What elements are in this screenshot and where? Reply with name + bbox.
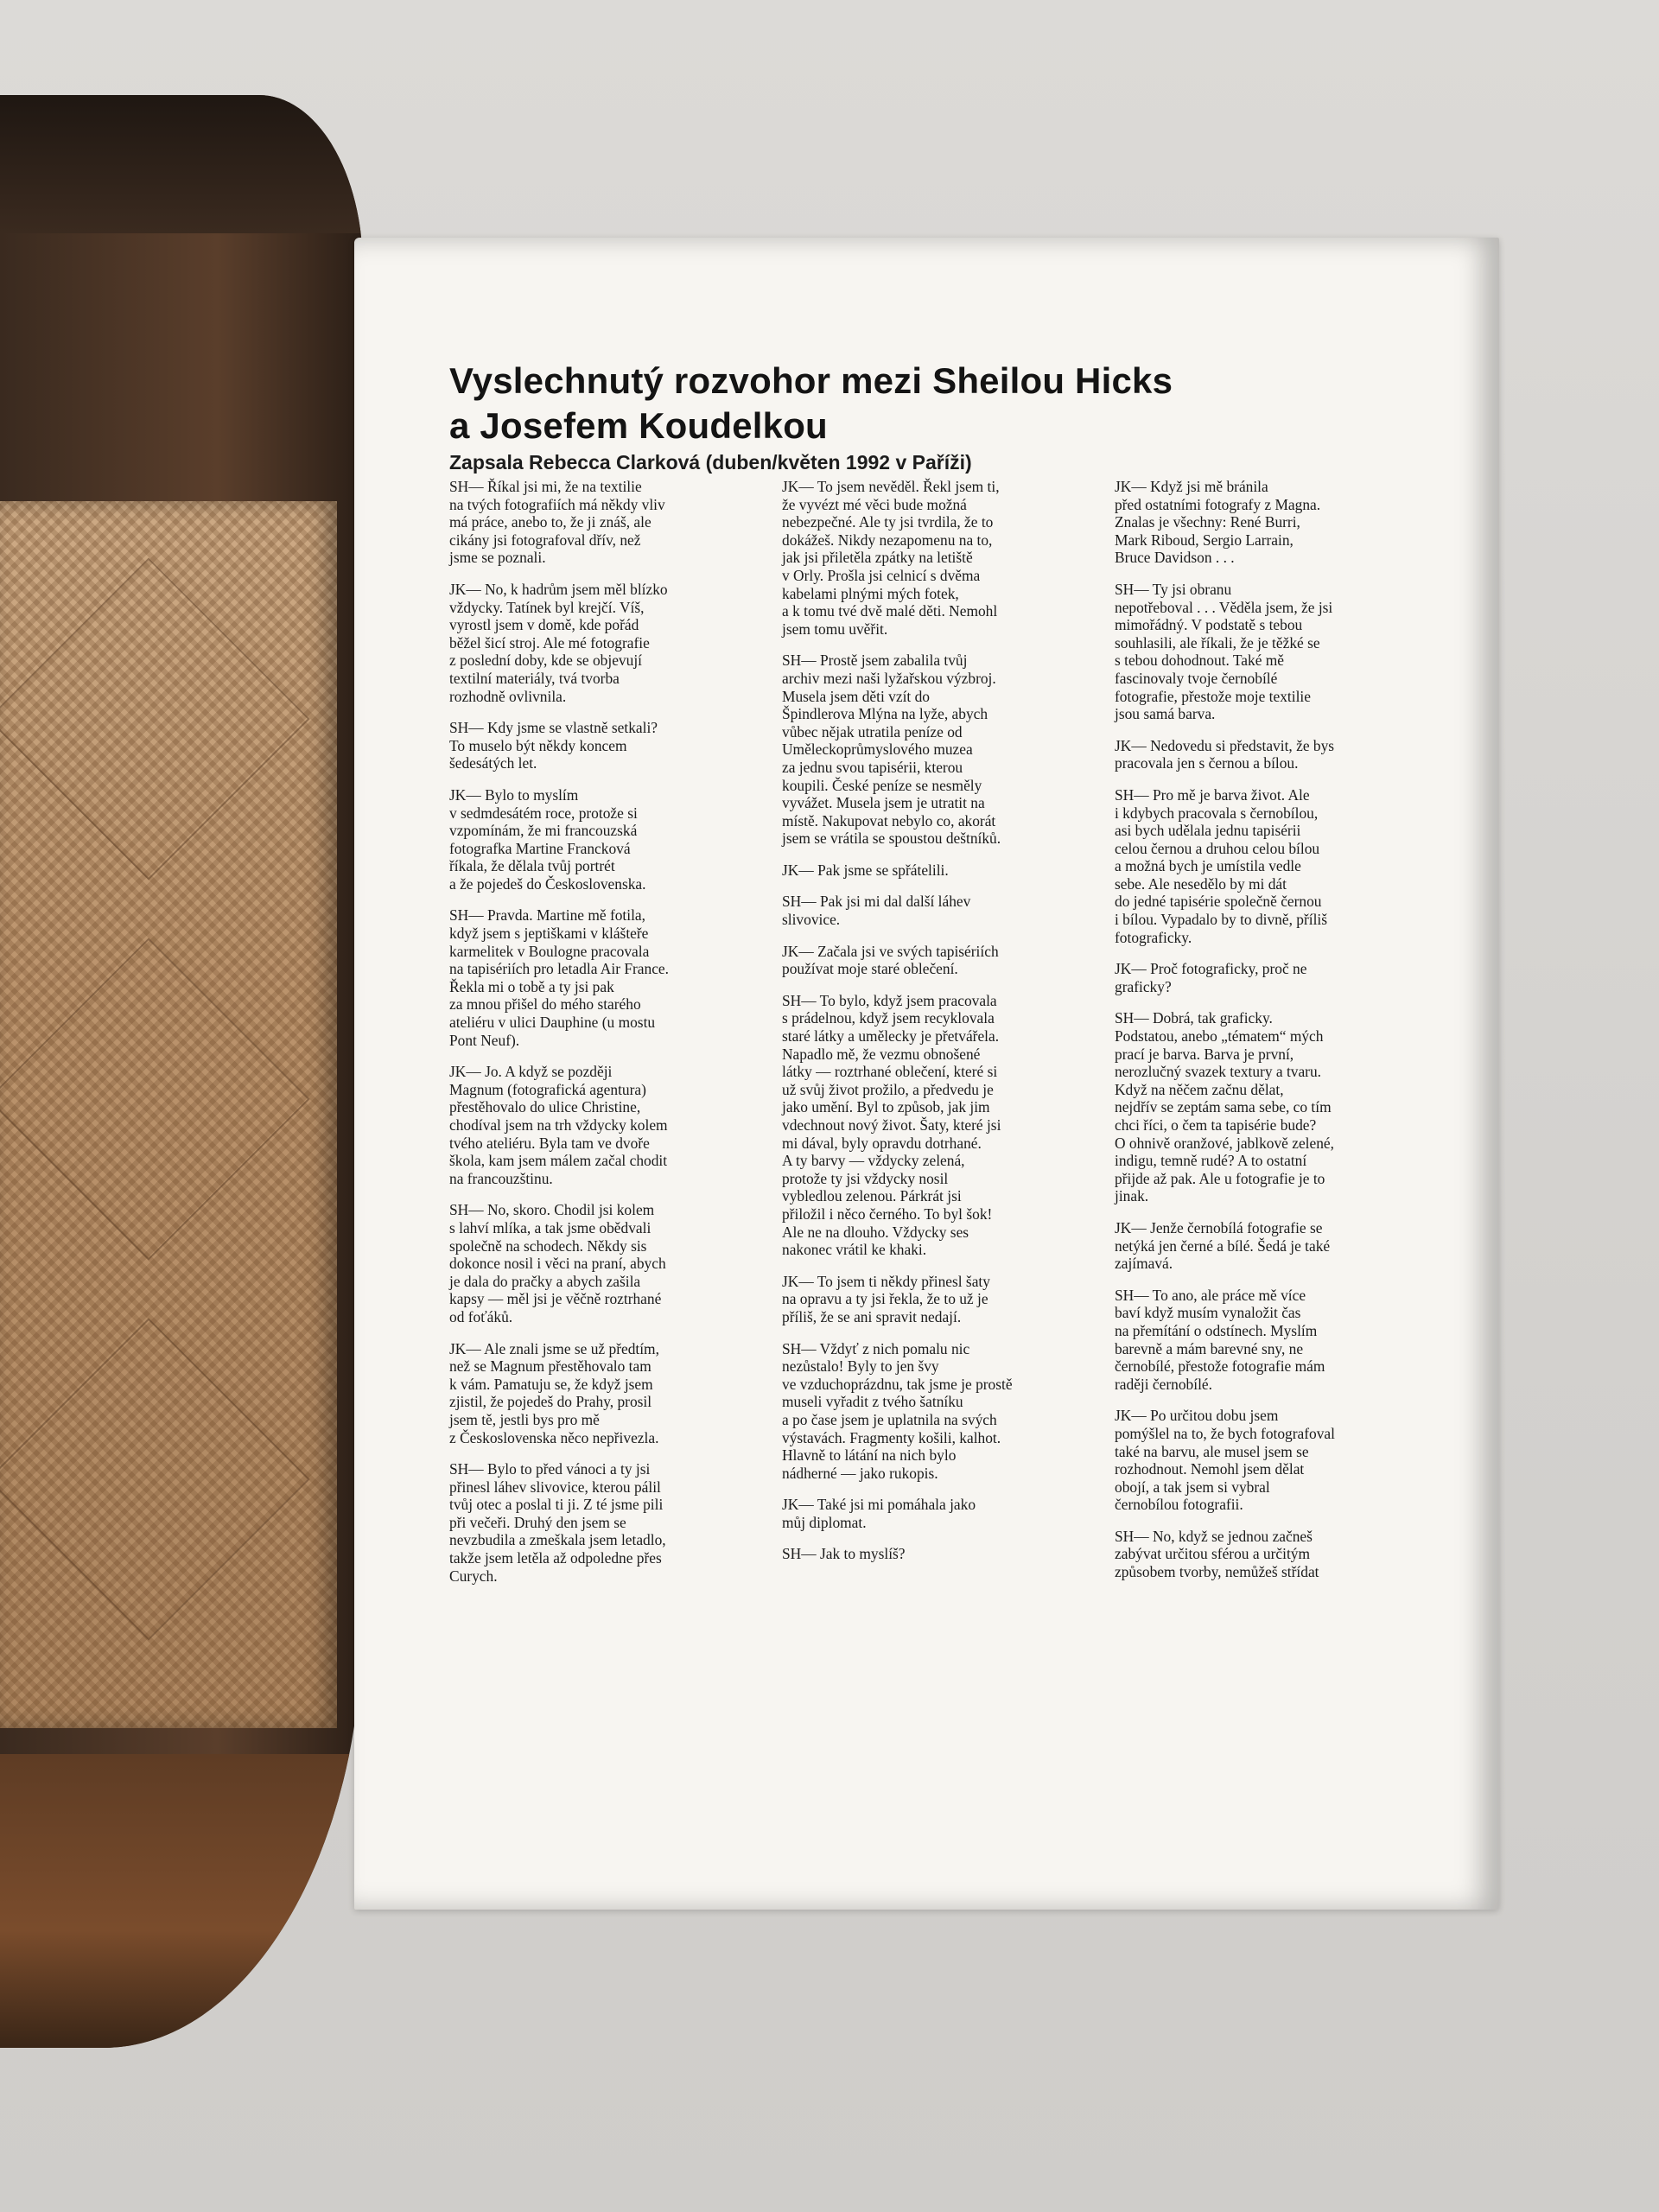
paragraph: SH— Prostě jsem zabalila tvůj archiv mezi naši lyžařskou výzbroj. Musela jsem děti vzít do Špindlerova Mlýna na lyže, abych vůbec nějak utratila peníze od Uměleckoprůmyslového muzea za jednu svou tapisérii, kterou koupili. České peníze se nesměly vyvážet. Musela jsem je utratit na místě. Nakupovat nebylo co, akorát jsem se vrátila se spoustou deštníků. — [782, 652, 1001, 848]
article-columns — [449, 478, 1408, 1599]
paragraph: JK— Jenže černobílá fotografie se netýká jen černé a bílé. Šedá je také zajímavá. — [1115, 1218, 1331, 1273]
paragraph: JK— Proč fotograficky, proč ne graficky? — [1115, 960, 1307, 995]
paragraph: JK— Když jsi mě bránila před ostatními fotografy z Magna. Znalas je všechny: René Burri, Mark Riboud, Sergio Larrain, Bruce Davidson . . . — [1115, 478, 1321, 567]
textile-diamond-pattern — [0, 1318, 310, 1640]
textile-diamond-pattern — [0, 557, 310, 880]
column-1 — [449, 478, 747, 1599]
paragraph: JK— No, k hadrům jsem měl blízko vždycky. Tatínek byl krejčí. Víš, vyrostl jsem v domě, kde pořád běžel šicí stroj. Ale mé fotografie z poslední doby, kde se objevují textilní materiály, tvá tvorba rozhodně ovlivnila. — [449, 580, 668, 705]
title-line-1: Vyslechnutý rozvohor mezi Sheilou Hicks — [449, 360, 1173, 401]
paragraph: SH— Pro mě je barva život. Ale i kdybych pracovala s černobílou, asi bych udělala jednu tapisérii celou černou a druhou celou bílou a možná bych je umístila vedle sebe. Ale nesedělo by mi dát do jedné tapisérie společně černou i bílou. Vypadalo by to divně, příliš fotograficky. — [1115, 785, 1328, 946]
paragraph: JK— Po určitou dobu jsem pomýšlel na to, že bych fotografoval také na barvu, ale musel jsem se rozhodnout. Nemohl jsem dělat obojí, a tak jsem si vybral černobílou fotografii. — [1115, 1407, 1335, 1514]
right-page — [354, 238, 1499, 1910]
paragraph: SH— Říkal jsi mi, že na textilie na tvých fotografiích má někdy vliv má práce, anebo to, že ji znáš, ale cikány jsi fotografoval dřív, než jsme se poznali. — [449, 478, 665, 567]
photo-wood-base — [0, 1754, 363, 2048]
left-page-photo — [0, 95, 363, 2048]
paragraph: JK— Ale znali jsme se už předtím, než se Magnum přestěhovalo tam k vám. Pamatuju se, že když jsem zjistil, že pojedeš do Prahy, prosil jsem tě, jestli bys pro mě z Československa něco nepřivezla. — [449, 1339, 659, 1446]
paragraph: SH— No, když se jednou začneš zabývat určitou sférou a určitým způsobem tvorby, nemůžeš střídat — [1115, 1527, 1319, 1581]
paragraph: JK— To jsem ti někdy přinesl šaty na opravu a ty jsi řekla, že to už je příliš, že se ani spravit nedají. — [782, 1272, 990, 1325]
title-line-2: a Josefem Koudelkou — [449, 405, 828, 446]
article-subtitle: Zapsala Rebecca Clarková (duben/květen 1992 v Paříži) — [449, 451, 972, 474]
paragraph: JK— Také jsi mi pomáhala jako můj diplomat. — [782, 1496, 976, 1531]
paragraph: SH— Bylo to před vánoci a ty jsi přinesl láhev slivovice, kterou pálil tvůj otec a poslal ti ji. Z té jsme pili při večeři. Druhý den jsem se nevzbudila a zmeškala jsem letadlo, takže jsem letěla až odpoledne přes Curych. — [449, 1460, 666, 1585]
paragraph: SH— To bylo, když jsem pracovala s prádelnou, když jsem recyklovala staré látky a umělecky je přetvářela. Napadlo mě, že vezmu obnošené látky — roztrhané oblečení, které si už svůj život prožilo, a předvedu je jako umění. Byl to způsob, jak jim vdechnout nový život. Šaty, které jsi mi dával, byly opravdu dotrhané. A ty barvy — vždycky zelená, protože ty jsi vždycky nosil vybledlou zelenou. Párkrát jsi přiložil i něco černého. To byl šok! Ale ne na dlouho. Vždycky ses nakonec vrátil ke khaki. — [782, 991, 1001, 1259]
paragraph: SH— Pravda. Martine mě fotila, když jsem s jeptiškami v klášteře karmelitek v Boulogne pracovala na tapisériích pro letadla Air France. Řekla mi o tobě a ty jsi pak za mnou přišel do mého starého ateliéru v ulici Dauphine (u mostu Pont Neuf). — [449, 906, 669, 1049]
paragraph: JK— Bylo to myslím v sedmdesátém roce, protože si vzpomínám, že mi francouzská fotografka Martine Francková říkala, že dělala tvůj portrét a že pojedeš do Československa. — [449, 785, 646, 893]
paragraph: SH— Kdy jsme se vlastně setkali? To muselo být někdy koncem šedesátých let. — [449, 719, 658, 772]
paragraph: SH— Vždyť z nich pomalu nic nezůstalo! Byly to jen švy ve vzduchoprázdnu, tak jsme je prostě museli vyřadit z tvého šatníku a po čase jsem je uplatnila na svých výstavách. Fragmenty košili, kalhot. Hlavně to látání na nich bylo nádherné — jako rukopis. — [782, 1339, 1013, 1482]
paragraph: JK— Začala jsi ve svých tapisériích používat moje staré oblečení. — [782, 942, 999, 978]
paragraph: SH— Dobrá, tak graficky. Podstatou, anebo „tématem“ mých prací je barva. Barva je první, nerozlučný svazek textury a tvaru. Když na něčem začnu dělat, nejdřív se zeptám sama sebe, co tím chci říci, o čem ta tapisérie bude? O ohnivě oranžové, jablkově zelené, indigu, temně rudé? A to ostatní přijde až pak. Ale u fotografie je to jinak. — [1115, 1009, 1334, 1205]
column-2 — [782, 478, 1080, 1599]
paragraph: SH— Ty jsi obranu nepotřeboval . . . Věděla jsem, že jsi mimořádný. V podstatě s tebou souhlasili, ale říkali, že je těžké se s tebou dohodnout. Také mě fascinovaly tvoje černobílé fotografie, přestože moje textilie jsou samá barva. — [1115, 580, 1333, 723]
article — [449, 359, 1400, 1585]
paragraph: JK— Jo. A když se později Magnum (fotografická agentura) přestěhovalo do ulice Christine, chodíval jsem na trh vždycky kolem tvého ateliéru. Byla tam ve dvoře škola, kam jsem málem začal chodit na francouzštinu. — [449, 1063, 668, 1187]
paragraph: SH— No, skoro. Chodil jsi kolem s lahví mlíka, a tak jsme obědvali společně na schodech. Někdy sis dokonce nosil i věci na praní, abych je dala do pračky a abych zašila kapsy — měl jsi je věčně roztrhané od foťáků. — [449, 1201, 666, 1325]
paragraph: JK— To jsem nevěděl. Řekl jsem ti, že vyvézt mé věci bude možná nebezpečné. Ale ty jsi tvrdila, že to dokážeš. Nikdy nezapomenu na to, jak jsi přiletěla zpátky na letiště v Orly. Prošla jsi celnicí s dvěma kabelami plnými mých fotek, a k tomu tvé dvě malé děti. Nemohl jsem tomu uvěřit. — [782, 478, 1000, 638]
paragraph: JK— Pak jsme se spřátelili. — [782, 861, 949, 879]
paragraph: JK— Nedovedu si představit, že bys pracovala jen s černou a bílou. — [1115, 736, 1335, 772]
textile-diamond-pattern — [0, 938, 310, 1260]
paragraph: SH— Jak to myslíš? — [782, 1545, 906, 1563]
column-3 — [1115, 478, 1413, 1599]
paragraph: SH— To ano, ale práce mě více baví když musím vynaložit čas na přemítání o odstínech. Myslím barevně a mám barevné sny, ne černobílé, přestože fotografie mám raději černobílé. — [1115, 1286, 1325, 1393]
textile-photograph — [0, 501, 337, 1728]
article-title — [449, 359, 1400, 448]
photo-dark-top — [0, 95, 363, 233]
paragraph: SH— Pak jsi mi dal další láhev slivovice. — [782, 893, 971, 929]
